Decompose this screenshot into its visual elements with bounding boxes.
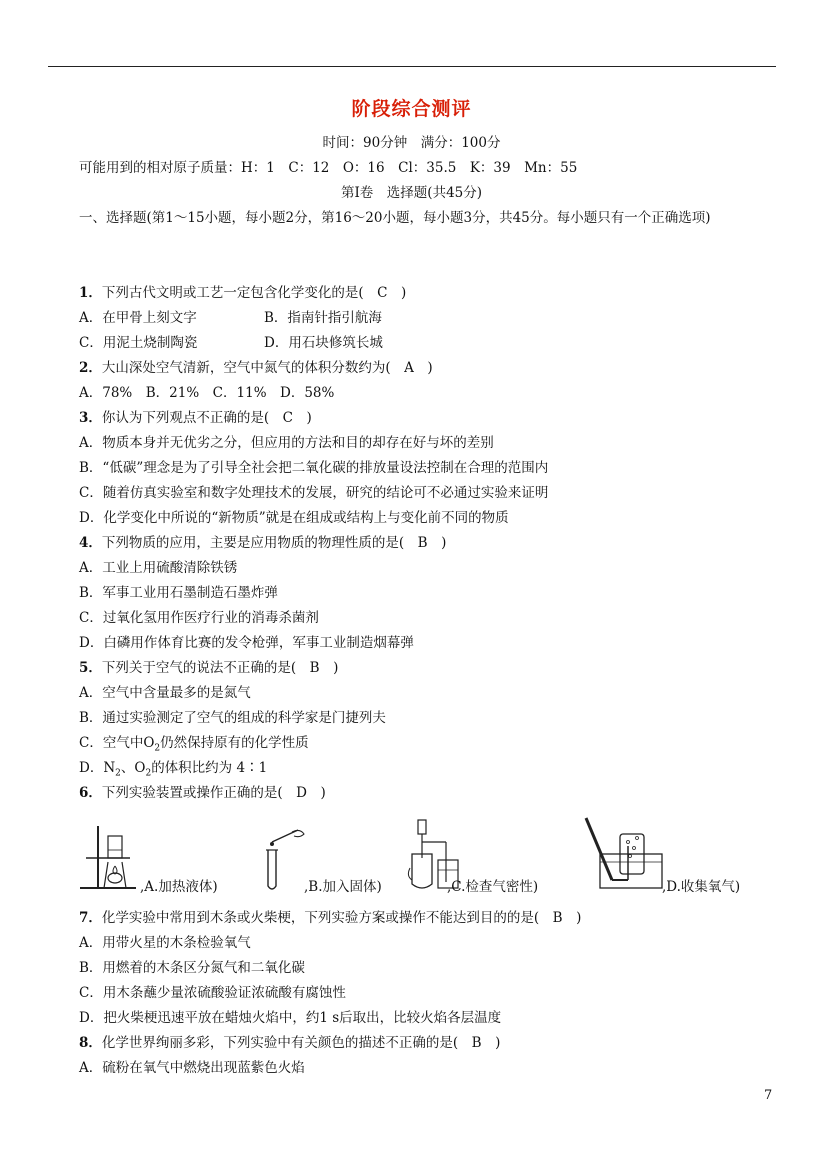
- option-text: 、O: [120, 760, 146, 776]
- q7-option-c: C．用木条蘸少量浓硫酸验证浓硫酸有腐蚀性: [79, 985, 346, 1001]
- q7-option-a: A．用带火星的木条检验氧气: [79, 935, 251, 951]
- question-text: 大山深处空气清新，空气中氮气的体积分数约为( A ): [101, 360, 433, 376]
- heating-liquid-apparatus-illustration: [78, 822, 138, 892]
- question-text: 化学实验中常用到木条或火柴梗，下列实验方案或操作不能达到目的的是( B ): [101, 910, 582, 926]
- q1-option-b: B．指南针指引航海: [264, 310, 382, 326]
- question-text: 下列物质的应用，主要是应用物质的物理性质的是( B ): [101, 535, 447, 551]
- q2-options: A．78% B．21% C．11% D．58%: [79, 385, 335, 401]
- question-number: 8．: [79, 1035, 102, 1051]
- question-8: [79, 1034, 500, 1052]
- option-text: 的体积比约为 4∶1: [151, 760, 268, 776]
- page-number: 7: [764, 1088, 773, 1103]
- question-text: 下列实验装置或操作正确的是( D ): [101, 785, 326, 801]
- q5-option-d: [79, 759, 267, 783]
- q4-option-d: D．白磷用作体育比赛的发令枪弹，军事工业制造烟幕弹: [79, 635, 414, 651]
- figure-d-label: ,D.收集氧气): [662, 879, 741, 895]
- q4-option-c: C．过氧化氢用作医疗行业的消毒杀菌剂: [79, 610, 319, 626]
- q3-option-b: B．“低碳”理念是为了引导全社会把二氧化碳的排放量设法控制在合理的范围内: [79, 460, 549, 476]
- question-number: 6．: [79, 785, 102, 801]
- question-text: 化学世界绚丽多彩，下列实验中有关颜色的描述不正确的是( B ): [101, 1035, 501, 1051]
- oxygen-collection-illustration: [582, 816, 666, 892]
- question-number: 2．: [79, 360, 102, 376]
- header-rule: [48, 66, 776, 67]
- figure-b-label: ,B.加入固体): [304, 879, 382, 895]
- figure-a-label: ,A.加热液体): [140, 879, 218, 895]
- option-text: D．N: [79, 760, 116, 776]
- page-title: 阶段综合测评: [351, 98, 472, 120]
- question-7: [79, 909, 581, 927]
- question-6: [79, 784, 326, 802]
- question-3: [79, 409, 312, 427]
- question-5: [79, 659, 338, 677]
- time-info: 时间：90分钟 满分：100分: [322, 135, 501, 151]
- subscript: 2: [154, 743, 161, 754]
- option-text: 仍然保持原有的化学性质: [160, 735, 309, 751]
- q7-option-b: B．用燃着的木条区分氮气和二氧化碳: [79, 960, 305, 976]
- q7-option-d: D．把火柴梗迅速平放在蜡烛火焰中，约1 s后取出，比较火焰各层温度: [79, 1010, 502, 1026]
- q3-option-c: C．随着仿真实验室和数字处理技术的发展，研究的结论可不必通过实验来证明: [79, 485, 549, 501]
- question-number: 7．: [79, 910, 102, 926]
- q3-option-a: A．物质本身并无优劣之分，但应用的方法和目的却存在好与坏的差别: [79, 435, 494, 451]
- option-text: C．空气中O: [79, 735, 155, 751]
- subscript: 2: [115, 768, 121, 779]
- question-2: [79, 359, 433, 377]
- subscript: 2: [145, 768, 152, 779]
- instructions: 一、选择题(第1～15小题，每小题2分，第16～20小题，每小题3分，共45分。每小题只有一个正确选项): [79, 210, 711, 226]
- q5-option-c: [79, 734, 309, 758]
- question-number: 4．: [79, 535, 102, 551]
- question-text: 你认为下列观点不正确的是( C ): [101, 410, 312, 426]
- q1-option-a: A．在甲骨上刻文字: [79, 310, 197, 326]
- q4-option-a: A．工业上用硫酸清除铁锈: [79, 560, 238, 576]
- figure-c-label: ,C.检查气密性): [447, 879, 539, 895]
- question-1: [79, 284, 406, 302]
- atomic-mass-info: 可能用到的相对原子质量：H：1 C：12 O：16 Cl：35.5 K：39 Mn：55: [79, 160, 578, 176]
- q5-option-a: A．空气中含量最多的是氮气: [79, 685, 251, 701]
- question-number: 1．: [79, 285, 102, 301]
- question-text: 下列关于空气的说法不正确的是( B ): [101, 660, 339, 676]
- q3-option-d: D．化学变化中所说的“新物质”就是在组成或结构上与变化前不同的物质: [79, 510, 509, 526]
- q8-option-a: A．硫粉在氧气中燃烧出现蓝紫色火焰: [79, 1060, 305, 1076]
- q5-option-b: B．通过实验测定了空气的组成的科学家是门捷列夫: [79, 710, 386, 726]
- q1-option-c: C．用泥土烧制陶瓷: [79, 335, 198, 351]
- adding-solid-illustration: [258, 826, 306, 892]
- q4-option-b: B．军事工业用石墨制造石墨炸弹: [79, 585, 278, 601]
- question-number: 5．: [79, 660, 102, 676]
- question-4: [79, 534, 446, 552]
- question-text: 下列古代文明或工艺一定包含化学变化的是( C ): [101, 285, 407, 301]
- section-heading: 第Ⅰ卷 选择题(共45分): [340, 185, 483, 201]
- question-number: 3．: [79, 410, 102, 426]
- q1-option-d: D．用石块修筑长城: [264, 335, 383, 351]
